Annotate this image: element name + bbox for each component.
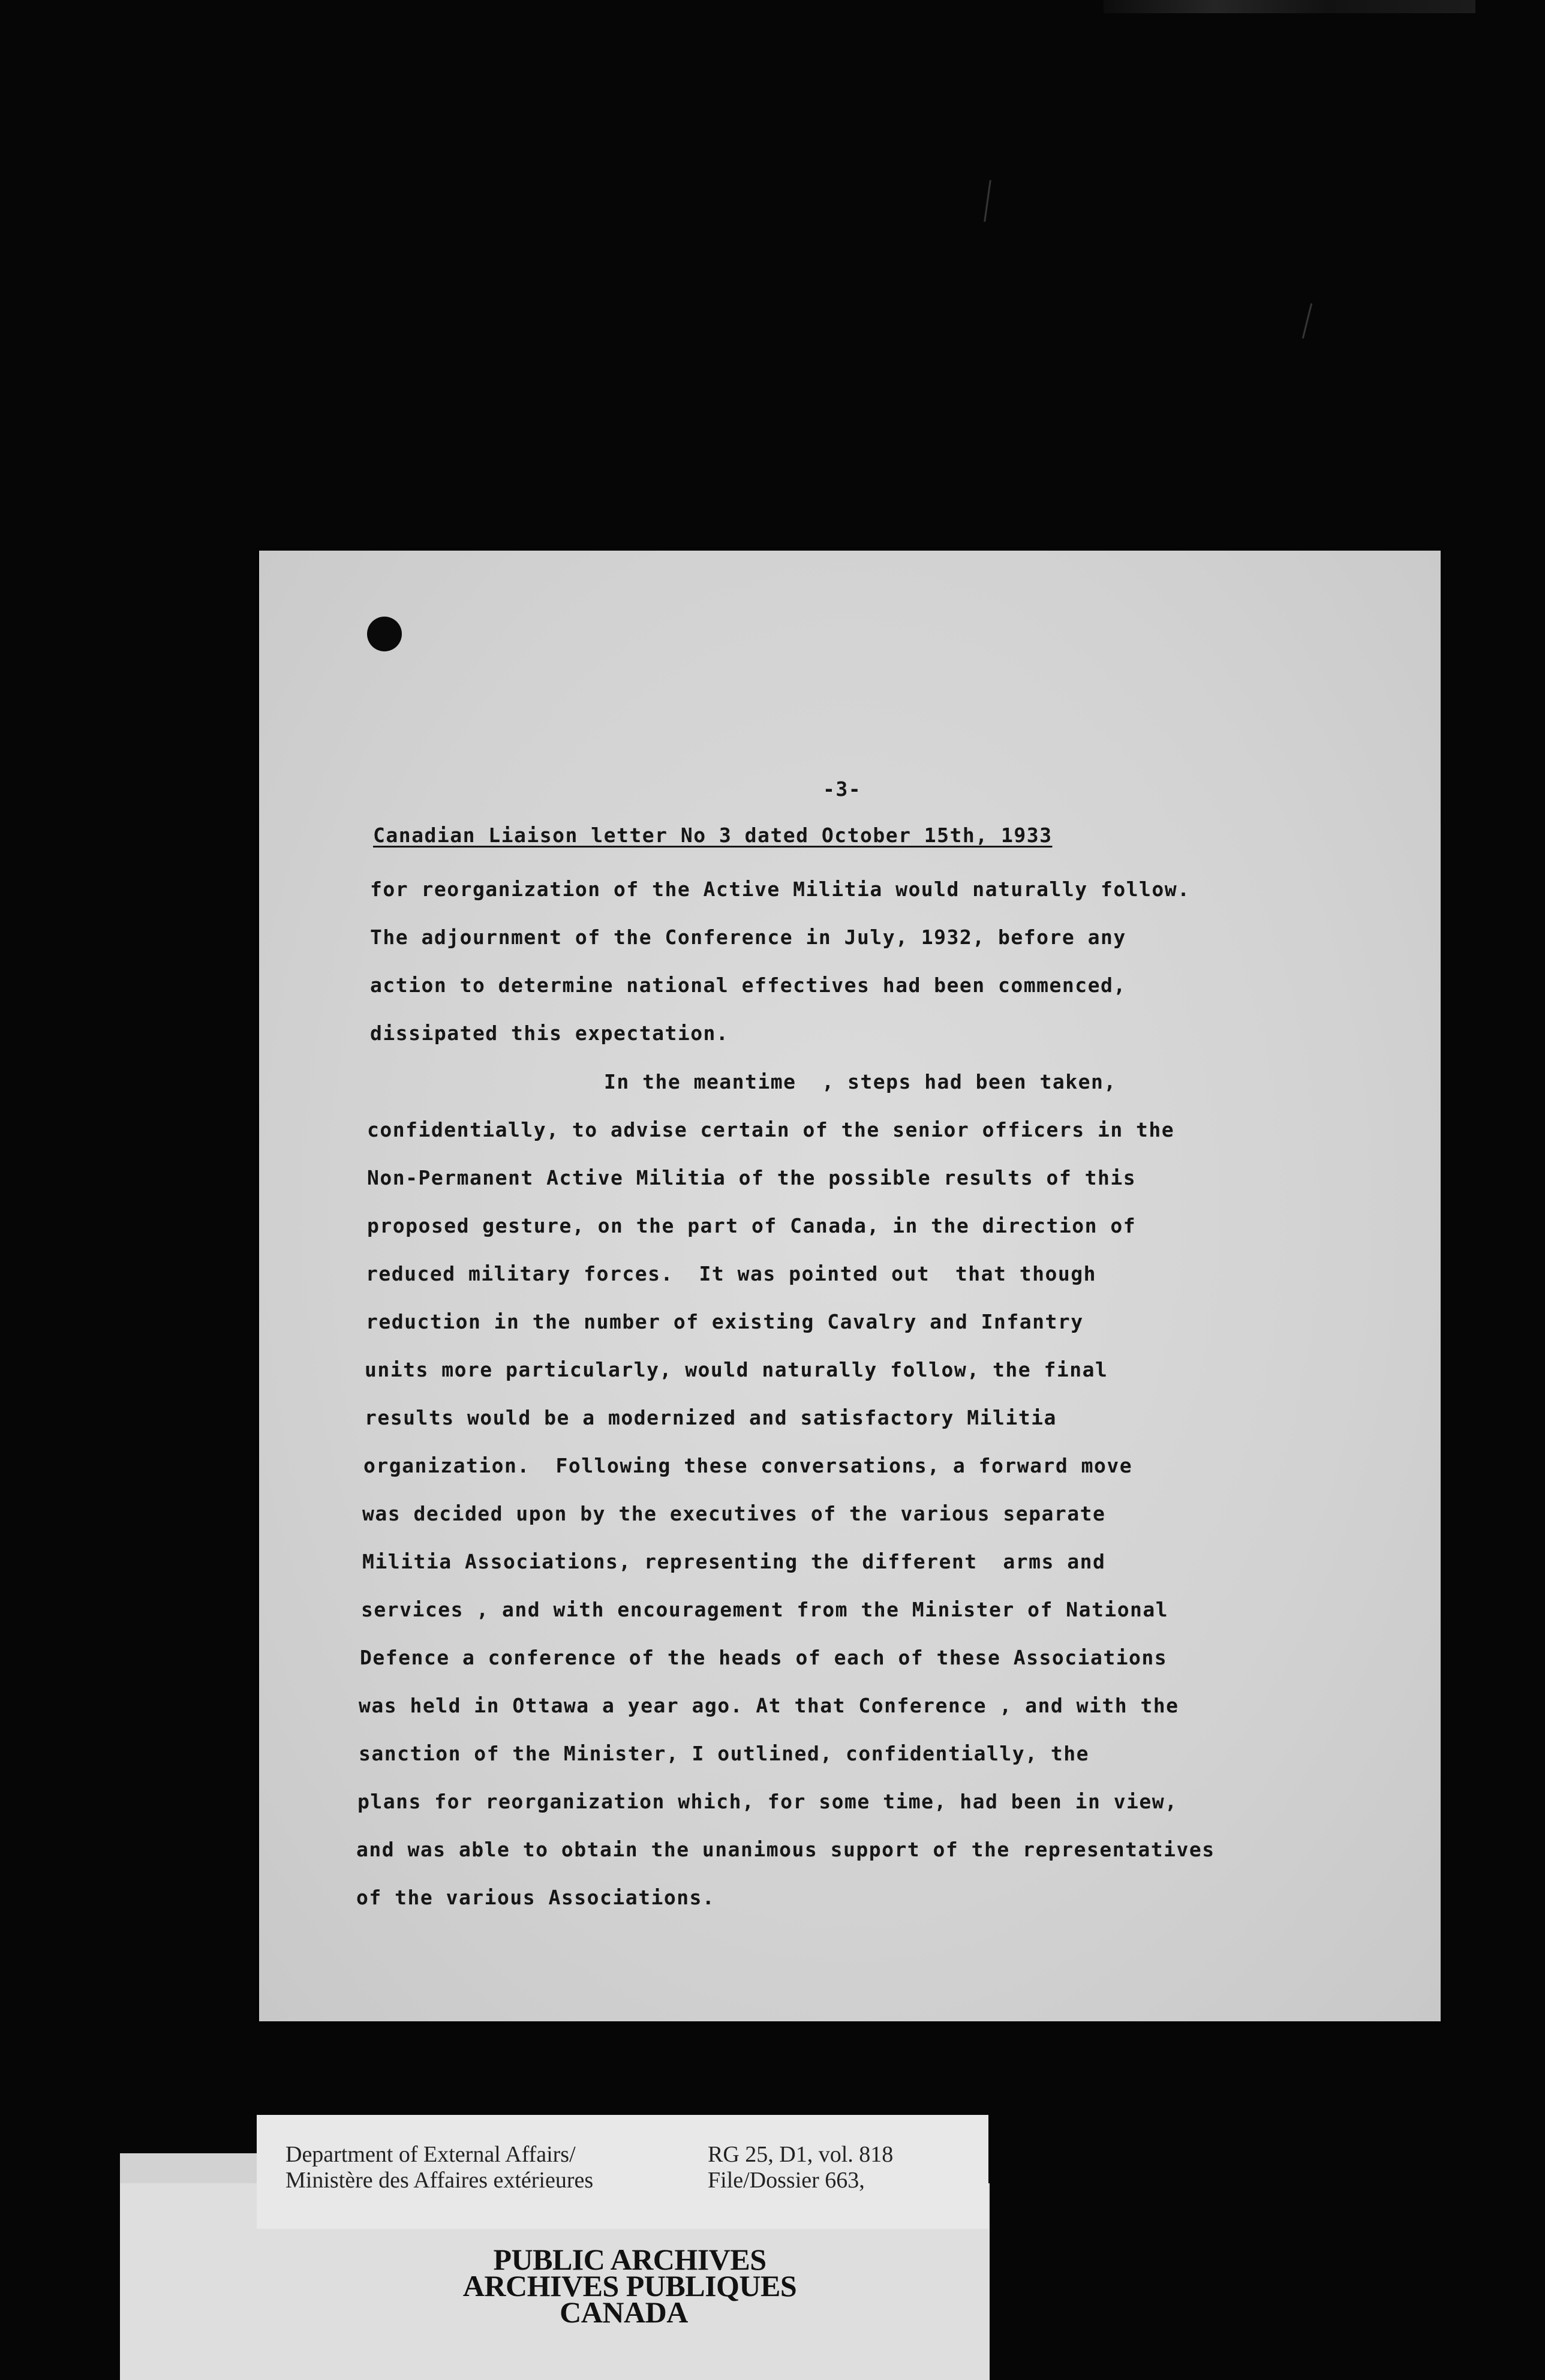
text-line: of the various Associations.	[356, 1886, 716, 1909]
text-line: units more particularly, would naturally follow, the final	[365, 1358, 1108, 1381]
text-line: action to determine national effectives had been commenced,	[370, 973, 1126, 997]
text-line: Militia Associations, representing the different arms and	[362, 1550, 1106, 1573]
film-scratch	[1302, 303, 1312, 339]
stamp-line: CANADA	[560, 2295, 688, 2329]
letter-heading: Canadian Liaison letter No 3 dated October 15th, 1933	[373, 824, 1053, 847]
archive-citation-label	[257, 2115, 988, 2229]
text-line: plans for reorganization which, for some time, had been in view,	[357, 1790, 1178, 1813]
text-line: results would be a modernized and satisfactory Militia	[365, 1406, 1057, 1429]
text-line: proposed gesture, on the part of Canada, in the direction of	[367, 1214, 1137, 1237]
department-fr: Ministère des Affaires extérieures	[285, 2168, 594, 2193]
text-line: sanction of the Minister, I outlined, confidentially, the	[359, 1742, 1089, 1765]
text-line: confidentially, to advise certain of the senior officers in the	[367, 1118, 1175, 1141]
document-page	[259, 551, 1441, 2021]
archive-reference: RG 25, D1, vol. 818	[708, 2142, 894, 2167]
stamp-line: PUBLIC ARCHIVES	[493, 2243, 767, 2276]
text-line: organization. Following these conversations, a forward move	[363, 1454, 1133, 1477]
text-line: for reorganization of the Active Militia would naturally follow.	[370, 878, 1191, 901]
text-line: reduced military forces. It was pointed out that though	[366, 1262, 1096, 1285]
archive-file: File/Dossier 663,	[708, 2168, 865, 2193]
punch-hole	[367, 617, 402, 651]
text-line: In the meantime , steps had been taken,	[604, 1070, 1117, 1093]
text-line: was held in Ottawa a year ago. At that Conference , and with the	[359, 1694, 1179, 1717]
text-line: services , and with encouragement from the Minister of National	[361, 1598, 1169, 1621]
text-line: and was able to obtain the unanimous support of the representatives	[356, 1838, 1215, 1861]
text-line: The adjournment of the Conference in July, 1932, before any	[370, 925, 1126, 949]
text-line: Non-Permanent Active Militia of the possible results of this	[367, 1166, 1137, 1189]
film-edge-strip	[1104, 0, 1475, 13]
public-archives-stamp	[420, 2243, 852, 2348]
text-line: dissipated this expectation.	[370, 1021, 729, 1045]
film-scratch	[984, 180, 991, 222]
text-line: Defence a conference of the heads of each of these Associations	[360, 1646, 1168, 1669]
stamp-line: ARCHIVES PUBLIQUES	[462, 2269, 797, 2303]
department-en: Department of External Affairs/	[285, 2142, 576, 2167]
text-line: was decided upon by the executives of the various separate	[362, 1502, 1106, 1525]
text-line: reduction in the number of existing Cavalry and Infantry	[366, 1310, 1084, 1333]
page-number: -3-	[823, 777, 862, 801]
